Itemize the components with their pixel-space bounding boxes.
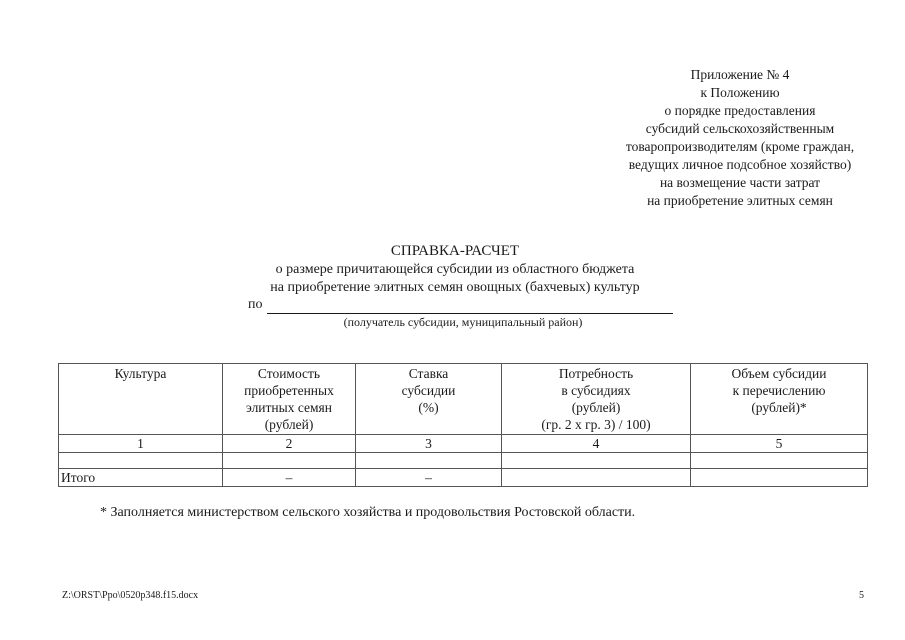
footnote: * Заполняется министерством сельского хозяйства и продовольствия Ростовской области. <box>100 505 636 520</box>
appendix-header <box>560 66 905 210</box>
header-seed-cost <box>223 364 356 435</box>
header-text: Объем субсидии <box>731 366 827 381</box>
header-text: элитных семян <box>246 400 332 415</box>
column-number: 3 <box>356 435 502 453</box>
header-text: Стоимость <box>257 366 321 381</box>
column-number-row <box>59 435 868 453</box>
total-cell[interactable] <box>502 469 691 487</box>
header-subsidy-need <box>502 364 691 435</box>
total-cell: – <box>223 469 356 487</box>
appendix-line: к Положению <box>700 85 780 100</box>
column-number: 2 <box>223 435 356 453</box>
total-cell[interactable] <box>691 469 868 487</box>
total-row <box>59 469 868 487</box>
appendix-line: Приложение № 4 <box>690 67 790 82</box>
header-text: Потребность <box>558 366 634 381</box>
appendix-line: на возмещение части затрат <box>659 175 821 190</box>
header-text: в субсидиях <box>561 383 631 398</box>
calculation-table <box>58 363 868 487</box>
header-text: к перечислению <box>732 383 826 398</box>
appendix-line: товаропроизводителям (кроме граждан, <box>625 139 855 154</box>
recipient-caption: (получатель субсидии, муниципальный район) <box>343 315 583 329</box>
header-text: (рублей)* <box>751 400 807 415</box>
header-culture <box>59 364 223 435</box>
header-text: (%) <box>418 400 439 415</box>
header-text: (рублей) <box>571 400 621 415</box>
document-title-block <box>180 241 730 297</box>
recipient-line <box>248 296 673 314</box>
page-number: 5 <box>859 590 864 601</box>
table-row <box>59 453 868 469</box>
table-cell[interactable] <box>356 453 502 469</box>
appendix-line: субсидий сельскохозяйственным <box>645 121 835 136</box>
table-cell[interactable] <box>691 453 868 469</box>
file-path: Z:\ORST\Ppo\0520p348.f15.docx <box>62 590 199 601</box>
appendix-line: на приобретение элитных семян <box>647 193 833 208</box>
column-number: 5 <box>691 435 868 453</box>
header-text: Культура <box>114 366 167 381</box>
header-text: (гр. 2 x гр. 3) / 100) <box>541 417 651 432</box>
table-cell[interactable] <box>223 453 356 469</box>
recipient-label: по <box>248 297 263 312</box>
table-cell[interactable] <box>502 453 691 469</box>
header-subsidy-volume <box>691 364 868 435</box>
header-text: приобретенных <box>244 383 334 398</box>
table-cell[interactable] <box>59 453 223 469</box>
document-heading: СПРАВКА-РАСЧЕТ <box>390 243 520 259</box>
header-text: субсидии <box>401 383 456 398</box>
document-subtitle-line2: на приобретение элитных семян овощных (бахчевых) культур <box>270 280 640 295</box>
document-subtitle-line1: о размере причитающейся субсидии из областного бюджета <box>275 262 635 277</box>
appendix-line: ведущих личное подсобное хозяйство) <box>628 157 852 172</box>
total-cell: – <box>356 469 502 487</box>
table-header-row <box>59 364 868 435</box>
appendix-line: о порядке предоставления <box>664 103 816 118</box>
recipient-blank-field[interactable] <box>267 300 673 314</box>
header-subsidy-rate <box>356 364 502 435</box>
column-number: 1 <box>59 435 223 453</box>
column-number: 4 <box>502 435 691 453</box>
total-label: Итого <box>59 469 223 487</box>
header-text: Ставка <box>408 366 449 381</box>
header-text: (рублей) <box>264 417 314 432</box>
